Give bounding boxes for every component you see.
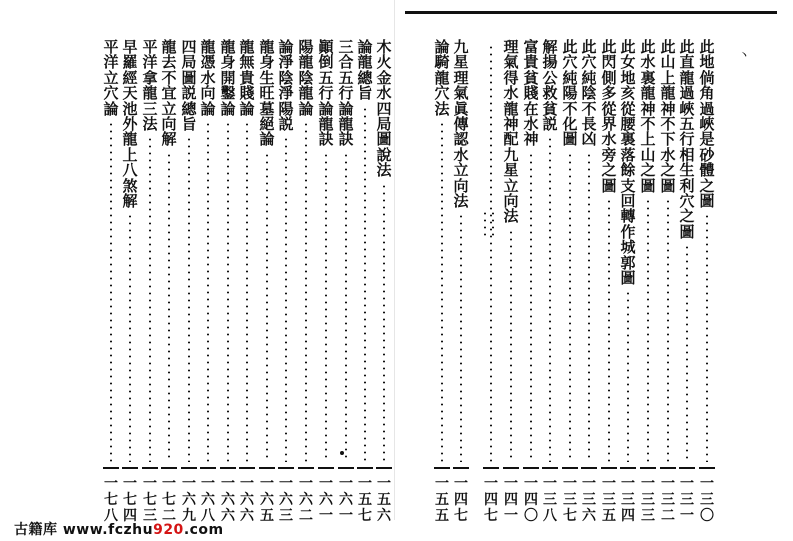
entry-page-number: 一 四 一: [504, 476, 518, 524]
toc-entry[interactable]: [698, 38, 716, 524]
entry-title: 龍 去 不 宜 立 向 解: [161, 38, 177, 149]
entry-title: 富 貴 貧 賤 在 水 神: [523, 38, 539, 149]
dot-leader: [588, 152, 590, 462]
watermark-url-number: 920: [153, 522, 184, 538]
entry-page-number: 一 六 二: [299, 476, 313, 524]
entry-page-number: 一 七 二: [162, 476, 176, 524]
dot-leader: [345, 152, 347, 462]
page-number-dash: [562, 467, 578, 469]
page-number-dash: [318, 467, 334, 469]
dot-leader: [667, 198, 669, 462]
entry-title: 平 洋 拿 龍 三 法: [142, 38, 158, 134]
dot-leader: [549, 136, 551, 462]
entry-title: 龍 無 貴 賤 論: [239, 38, 255, 118]
entry-title: 此 山 上 龍 神 不 下 水 之 圖: [660, 38, 676, 195]
watermark-url-suffix: .com: [183, 522, 224, 538]
dot-leader: [188, 136, 190, 462]
entry-page-number: 一 六 九: [182, 476, 196, 524]
dot-leader: [510, 229, 512, 462]
entry-page-number: 一 四 七: [484, 476, 498, 524]
toc-entry[interactable]: [580, 38, 598, 524]
dot-leader: [569, 152, 571, 462]
entry-title: 此 水 裏 龍 神 不 上 山 之 圖: [640, 38, 656, 195]
dot-leader: [325, 152, 327, 462]
page-number-dash: [376, 467, 392, 469]
page-number-dash: [161, 467, 177, 469]
entry-page-number: 一 三 四: [621, 476, 635, 524]
page-number-dash: [259, 467, 275, 469]
page-number-dash: [620, 467, 636, 469]
toc-entry[interactable]: [317, 38, 335, 524]
page-number-dash: [298, 467, 314, 469]
entry-title: 早 羅 經 天 池 外 龍 上 八 煞 解: [122, 38, 138, 211]
page-number-dash: [103, 467, 119, 469]
watermark-site: 古籍库: [14, 522, 58, 538]
entry-page-number: 一 四 七: [454, 476, 468, 524]
page-number-dash: [453, 467, 469, 469]
dot-leader: [285, 136, 287, 462]
toc-entry[interactable]: [433, 38, 451, 524]
toc-entry[interactable]: [619, 38, 637, 524]
toc-entry[interactable]: [277, 38, 295, 524]
entry-page-number: 一 六 六: [221, 476, 235, 524]
toc-entry[interactable]: [482, 40, 500, 524]
entry-page-number: 一 六 六: [240, 476, 254, 524]
page-number-dash: [338, 467, 354, 469]
dot-leader: [460, 213, 462, 462]
entry-page-number: 一 五 六: [377, 476, 391, 524]
toc-entry[interactable]: [219, 38, 237, 524]
page-number-dash: [142, 467, 158, 469]
page-number-dash: [220, 467, 236, 469]
entry-title: 此 女 地 亥 從 腰 裏 落 餘 支 回 轉 作 城 郭 圖: [620, 38, 636, 288]
dot-leader: [149, 136, 151, 462]
entry-title: 論 騎 龍 穴 法: [434, 38, 450, 118]
dot-leader: [364, 106, 366, 462]
entry-title: 龍 身 生 旺 墓 絕 論: [259, 38, 275, 149]
toc-entry[interactable]: [561, 38, 579, 524]
entry-page-number: 一 三 七: [563, 476, 577, 524]
entry-page-number: 一 三 八: [543, 476, 557, 524]
page-spine: [394, 0, 395, 520]
entry-page-number: 一 三 六: [582, 476, 596, 524]
dot-leader: [490, 44, 492, 462]
page-number-dash: [523, 467, 539, 469]
entry-page-number: 一 七 八: [104, 476, 118, 524]
entry-title: 論 龍 總 旨: [357, 38, 373, 103]
entry-title: 顚 倒 五 行 論 龍 訣: [318, 38, 334, 149]
toc-entry[interactable]: [141, 38, 159, 524]
entry-title: 三 合 五 行 論 龍 訣: [338, 38, 354, 149]
entry-page-number: 一 三 五: [602, 476, 616, 524]
toc-entry[interactable]: [659, 38, 677, 524]
entry-page-number: 一 六 八: [201, 476, 215, 524]
entry-title: 四 局 圖 説 總 旨: [181, 38, 197, 134]
entry-title: 此 直 龍 過 峽 五 行 相 生 利 穴 之 圖: [679, 38, 695, 241]
entry-page-number: 一 七 四: [123, 476, 137, 524]
page-number-dash: [483, 467, 499, 469]
page-number-dash: [640, 467, 656, 469]
watermark-url-prefix: www.fczhu: [62, 522, 154, 538]
page-number-dash: [434, 467, 450, 469]
dot-leader: [686, 244, 688, 462]
dot-leader: [647, 198, 649, 462]
entry-title: 論 淨 陰 淨 陽 説: [278, 38, 294, 134]
entry-page-number: 一 六 五: [260, 476, 274, 524]
entry-page-number: 一 四 〇: [524, 476, 538, 524]
page-number-dash: [122, 467, 138, 469]
toc-entry[interactable]: [258, 38, 276, 524]
dot-leader: [608, 198, 610, 462]
entry-page-number: 一 六 一: [319, 476, 333, 524]
entry-title: 此 穴 純 陽 不 化 圖: [562, 38, 578, 149]
toc-entry[interactable]: [160, 38, 178, 524]
toc-entry[interactable]: [337, 38, 355, 524]
toc-entry[interactable]: [541, 38, 559, 524]
dot-leader: [305, 121, 307, 462]
entry-title: 理 氣 得 水 龍 神 配 九 星 立 向 法: [503, 38, 519, 226]
entry-title: 此 地 倘 角 過 峽 是 砂 體 之 圖: [699, 38, 715, 211]
page-number-dash: [357, 467, 373, 469]
page-number-dash: [542, 467, 558, 469]
dot-leader: [110, 121, 112, 462]
toc-entry[interactable]: [356, 38, 374, 524]
dot-leader: [266, 152, 268, 462]
page-number-dash: [503, 467, 519, 469]
corner-mark: 丶: [738, 48, 751, 62]
toc-entry[interactable]: [522, 38, 540, 524]
entry-page-number: 一 五 五: [435, 476, 449, 524]
toc-entry[interactable]: [600, 38, 618, 524]
dot-leader: [207, 121, 209, 462]
toc-entry[interactable]: [639, 38, 657, 524]
toc-entry[interactable]: [375, 38, 393, 524]
entry-title: 此 穴 純 陰 不 長 凶: [581, 38, 597, 149]
entry-page-number: 一 三 二: [661, 476, 675, 524]
dot-leader: [441, 121, 443, 462]
toc-entry[interactable]: [102, 38, 120, 524]
toc-entry[interactable]: [121, 38, 139, 524]
dot-leader: [530, 152, 532, 462]
dot-leader: [129, 213, 131, 462]
toc-entry[interactable]: [678, 38, 696, 524]
page-number-dash: [699, 467, 715, 469]
page-number-dash: [679, 467, 695, 469]
toc-entry[interactable]: [180, 38, 198, 524]
toc-entry[interactable]: [297, 38, 315, 524]
page-number-dash: [660, 467, 676, 469]
entry-page-number: 一 五 七: [358, 476, 372, 524]
page-number-dash: [601, 467, 617, 469]
entry-page-number: 一 六 一: [339, 476, 353, 524]
page-number-dash: [278, 467, 294, 469]
entry-title: 平 洋 立 穴 論: [103, 38, 119, 118]
entry-page-number: 一 六 三: [279, 476, 293, 524]
entry-page-number: 一 三 三: [641, 476, 655, 524]
toc-entry[interactable]: [502, 38, 520, 524]
dot-leader: [706, 213, 708, 462]
toc-entry[interactable]: [452, 38, 470, 524]
entry-title: 龍 身 開 鑿 論: [220, 38, 236, 118]
entry-title: 龍 憑 水 向 論: [200, 38, 216, 118]
entry-title: 陽 龍 陰 龍 論: [298, 38, 314, 118]
dot-leader: [227, 121, 229, 462]
watermark: [14, 519, 224, 539]
dot-leader: [383, 183, 385, 462]
page-number-dash: [200, 467, 216, 469]
entry-title: 九 星 理 氣 眞 傳 認 水 立 向 法: [453, 38, 469, 211]
entry-title: 木 火 金 水 四 局 圖 說 法: [376, 38, 392, 180]
dot-leader: [627, 290, 629, 462]
entry-page-number: 一 三 〇: [700, 476, 714, 524]
page-number-dash: [239, 467, 255, 469]
entry-page-number: 一 七 三: [143, 476, 157, 524]
entry-title: 解 揚 公 救 貧 説: [542, 38, 558, 134]
page-number-dash: [581, 467, 597, 469]
dot-leader: [168, 152, 170, 462]
toc-entry[interactable]: [238, 38, 256, 524]
entry-page-number: 一 三 一: [680, 476, 694, 524]
toc-entry[interactable]: [199, 38, 217, 524]
entry-title: 此 閃 側 多 從 界 水 旁 之 圖: [601, 38, 617, 195]
dot-leader: [246, 121, 248, 462]
top-rule: [405, 11, 777, 14]
page-number-dash: [181, 467, 197, 469]
